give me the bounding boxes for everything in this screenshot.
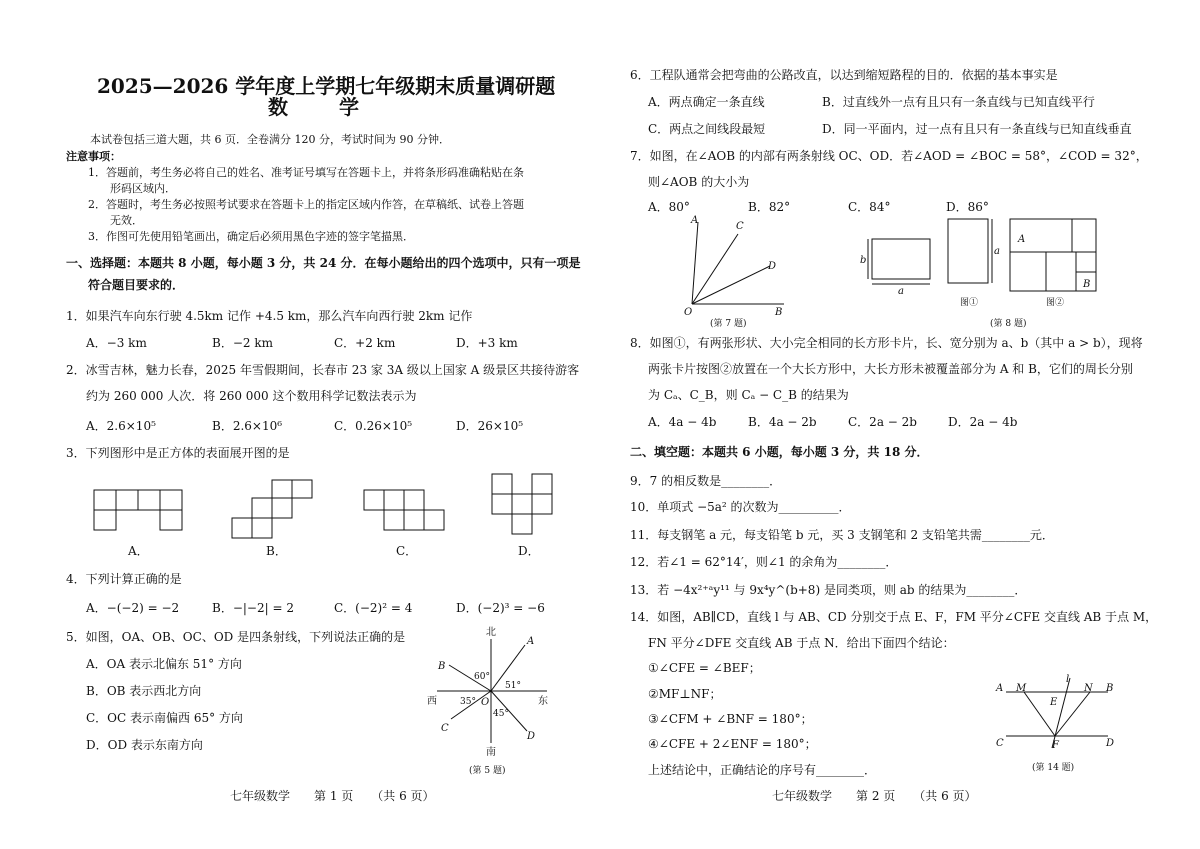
figure-caption: (第 8 题) — [990, 319, 1027, 329]
q8-option-a: A．4a − 4b — [648, 415, 717, 429]
q5-option-c: C．OC 表示南偏西 65° 方向 — [86, 711, 243, 725]
question-1: 1．如果汽车向东行驶 4.5km 记作 +4.5 km，那么汽车向西行驶 2km 记作 — [66, 309, 473, 323]
q1-option-b: B．−2 km — [212, 336, 273, 350]
figure-caption: (第 5 题) — [469, 766, 506, 776]
question-5: 5．如图，OA、OB、OC、OD 是四条射线，下列说法正确的是 — [66, 630, 406, 644]
question-14: 14．如图，AB∥CD，直线 l 与 AB、CD 分别交于点 E、F，FM 平分∠CFE 交直线 AB 于点 M， — [630, 610, 1158, 624]
angle-35-label: 35° — [460, 697, 476, 707]
q6-option-a: A．两点确定一条直线 — [648, 95, 765, 109]
point-a-label: A — [527, 636, 535, 647]
note-line: 无效． — [110, 214, 143, 227]
q14-statement-4: ④∠CFE + 2∠ENF = 180°； — [648, 737, 817, 751]
q8-option-c: C．2a − 2b — [848, 415, 917, 429]
question-6: 6．工程队通常会把弯曲的公路改直，以达到缩短路程的目的．依据的基本事实是 — [630, 68, 1058, 82]
q14-conclusion: 上述结论中，正确结论的序号有________． — [648, 763, 877, 777]
net-figure-d — [490, 470, 554, 538]
question-2: 2．冰雪吉林，魅力长春，2025 年雪假期间，长春市 23 家 3A 级以上国家 A 级景区共接待游客 — [66, 363, 580, 377]
angle-45-label: 45° — [493, 709, 509, 719]
point-c-label: C — [736, 221, 744, 232]
net-figure-c — [360, 478, 450, 536]
point-o-label: O — [481, 697, 490, 708]
point-b-label: B — [438, 661, 446, 672]
page-2 — [600, 0, 1200, 849]
q14-statement-2: ②MF⊥NF； — [648, 687, 722, 701]
q3-label-b: B． — [266, 544, 287, 558]
page-footer: 七年级数学 第 1 页 （共 6 页） — [230, 789, 435, 803]
q2-option-d: D．26×10⁵ — [456, 419, 524, 433]
dimension-a-label: a — [898, 286, 904, 297]
point-b-label: B — [1106, 683, 1114, 694]
figure-caption: (第 7 题) — [710, 319, 747, 329]
question-8: 8．如图①，有两张形状、大小完全相同的长方形卡片，长、宽分别为 a、b（其中 a > b），现将 — [630, 336, 1143, 350]
figure-2-label: 图② — [1046, 298, 1065, 308]
q7-option-b: B．82° — [748, 200, 791, 214]
west-label: 西 — [427, 696, 437, 707]
q5-option-a: A．OA 表示北偏东 51° 方向 — [86, 657, 242, 671]
question-10: 10．单项式 −5a² 的次数为__________． — [630, 500, 851, 514]
exam-title: 2025—2026 学年度上学期七年级期末质量调研题 — [97, 74, 556, 98]
angle-51-label: 51° — [505, 681, 521, 691]
q3-label-c: C． — [396, 544, 418, 558]
note-line: 2．答题时，考生务必按照考试要求在答题卡上的指定区域内作答，在草稿纸、试卷上答题 — [88, 198, 524, 211]
line-l-label: l — [1066, 674, 1070, 685]
note-line: 3．作图可先使用铅笔画出，确定后必须用黑色字迹的签字笔描黑． — [88, 230, 414, 243]
question-4: 4．下列计算正确的是 — [66, 572, 182, 586]
q14-statement-1: ①∠CFE = ∠BEF； — [648, 661, 761, 675]
note-line: 1．答题前，考生务必将自己的姓名、准考证号填写在答题卡上，并将条形码准确粘贴在条 — [88, 166, 524, 179]
net-figure-a — [90, 478, 180, 536]
q3-label-d: D． — [518, 544, 540, 558]
point-a-label: A — [691, 215, 699, 226]
angle-60-label: 60° — [474, 672, 490, 682]
ray-oa — [692, 222, 698, 304]
q6-option-d: D．同一平面内，过一点有且只有一条直线与已知直线垂直 — [822, 122, 1132, 136]
question-11: 11．每支钢笔 a 元，每支铅笔 b 元，买 3 支钢笔和 2 支铅笔共需________元． — [630, 528, 1054, 542]
q1-option-a: A．−3 km — [86, 336, 147, 350]
subject-title: 数 学 — [268, 95, 381, 119]
point-b-label: B — [775, 307, 783, 318]
exam-intro: 本试卷包括三道大题，共 6 页．全卷满分 120 分，考试时间为 90 分钟． — [90, 133, 450, 146]
card-vertical — [948, 219, 988, 283]
q14-parallel-lines-figure — [992, 672, 1132, 776]
region-a-label: A — [1018, 234, 1026, 245]
east-label: 东 — [538, 696, 548, 707]
net-figure-b — [228, 478, 318, 542]
point-c-label: C — [996, 738, 1004, 749]
section-2-heading: 二、填空题：本题共 6 小题，每小题 3 分，共 18 分． — [630, 445, 929, 459]
figure-caption: (第 14 题) — [1032, 763, 1075, 773]
note-line: 形码区域内． — [110, 182, 176, 195]
q4-option-d: D．(−2)³ = −6 — [456, 601, 545, 615]
question-8-cont: 两张卡片按图②放置在一个大长方形中，大长方形未被覆盖部分为 A 和 B，它们的周长分别 — [648, 362, 1133, 376]
card-horizontal — [872, 239, 930, 279]
q4-option-c: C．(−2)² = 4 — [334, 601, 413, 615]
point-o-label: O — [684, 307, 693, 318]
q6-option-b: B．过直线外一点有且只有一条直线与已知直线平行 — [822, 95, 1095, 109]
point-f-label: F — [1052, 740, 1059, 751]
section-1-heading-cont: 符合题目要求的． — [88, 278, 185, 292]
q2-option-b: B．2.6×10⁶ — [212, 419, 283, 433]
q5-option-d: D．OD 表示东南方向 — [86, 738, 203, 752]
figure-1-label: 图① — [960, 298, 979, 308]
question-12: 12．若∠1 = 62°14′，则∠1 的余角为________． — [630, 555, 898, 569]
point-a-label: A — [996, 683, 1004, 694]
ray-od — [692, 266, 770, 304]
ray-oc — [692, 234, 738, 304]
point-n-label: N — [1084, 683, 1093, 694]
question-9: 9．7 的相反数是________． — [630, 474, 782, 488]
notes-heading: 注意事项： — [66, 150, 121, 163]
q3-label-a: A． — [128, 544, 149, 558]
q4-option-a: A．−(−2) = −2 — [86, 601, 180, 615]
q2-option-c: C．0.26×10⁵ — [334, 419, 413, 433]
page-footer: 七年级数学 第 2 页 （共 6 页） — [772, 789, 977, 803]
north-label: 北 — [486, 627, 496, 638]
point-c-label: C — [441, 723, 449, 734]
q4-option-b: B．−|−2| = 2 — [212, 601, 294, 615]
q5-option-b: B．OB 表示西北方向 — [86, 684, 202, 698]
question-7: 7．如图，在∠AOB 的内部有两条射线 OC、OD．若∠AOD = ∠BOC = 58°，∠COD = 32°， — [630, 149, 1148, 163]
line-l — [1052, 678, 1070, 748]
q8-option-b: B．4a − 2b — [748, 415, 817, 429]
region-b-label: B — [1083, 279, 1091, 290]
question-7-cont: 则∠AOB 的大小为 — [648, 175, 750, 189]
question-13: 13．若 −4x²⁺ᵃy¹¹ 与 9x⁴y^(b+8) 是同类项，则 ab 的结果为________． — [630, 583, 1027, 597]
q7-angle-figure — [680, 214, 800, 332]
point-e-label: E — [1050, 697, 1058, 708]
q8-option-d: D．2a − 4b — [948, 415, 1018, 429]
question-14-cont: FN 平分∠DFE 交直线 AB 于点 N．给出下面四个结论： — [648, 636, 955, 650]
q6-option-c: C．两点之间线段最短 — [648, 122, 766, 136]
question-2-cont: 约为 260 000 人次．将 260 000 这个数用科学记数法表示为 — [86, 389, 417, 403]
dimension-a-label: a — [994, 246, 1000, 257]
section-1-heading: 一、选择题：本题共 8 小题，每小题 3 分，共 24 分．在每小题给出的四个选项中，只有一项是 — [66, 256, 581, 270]
q8-rectangles-figure — [850, 214, 1120, 332]
point-d-label: D — [527, 731, 536, 742]
q14-statement-3: ③∠CFM + ∠BNF = 180°； — [648, 712, 813, 726]
point-d-label: D — [1106, 738, 1115, 749]
point-m-label: M — [1016, 683, 1027, 694]
q7-option-d: D．86° — [946, 200, 989, 214]
dimension-b-label: b — [860, 255, 867, 266]
q1-option-d: D．+3 km — [456, 336, 518, 350]
q2-option-a: A．2.6×10⁵ — [86, 419, 156, 433]
question-8-cont2: 为 Cₐ、C_B，则 Cₐ − C_B 的结果为 — [648, 388, 849, 402]
q5-compass-figure — [425, 625, 560, 780]
question-3: 3．下列图形中是正方体的表面展开图的是 — [66, 446, 290, 460]
q7-option-a: A．80° — [648, 200, 690, 214]
q7-option-c: C．84° — [848, 200, 891, 214]
point-d-label: D — [768, 261, 777, 272]
south-label: 南 — [486, 747, 496, 758]
q1-option-c: C．+2 km — [334, 336, 396, 350]
